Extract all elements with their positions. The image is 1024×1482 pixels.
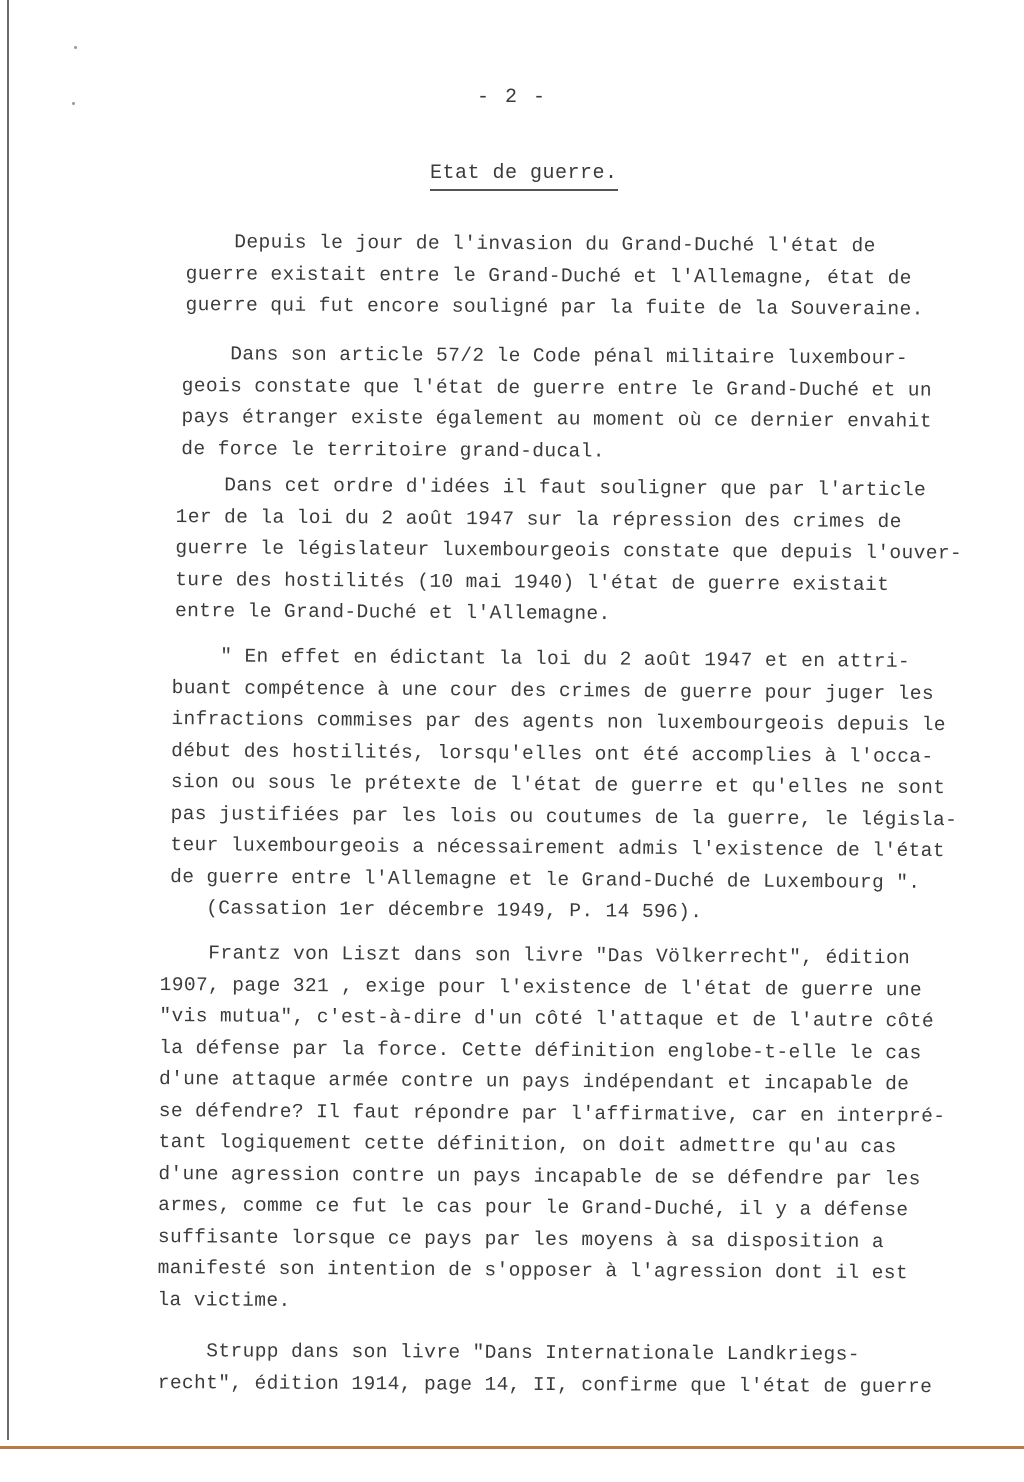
- text-line: buant compétence à une cour des crimes de guerre pour juger les: [171, 676, 935, 705]
- text-line: ture des hostilités (10 mai 1940) l'état de guerre existait: [175, 568, 890, 596]
- paragraph: [158, 1336, 1018, 1404]
- text-line: d'une agression contre un pays incapable de se défendre par les: [158, 1162, 921, 1190]
- section-heading: Etat de guerre.: [430, 162, 618, 191]
- text-line: armes, comme ce fut le cas pour le Grand-Duché, il y a défense: [158, 1193, 909, 1222]
- text-line: Dans son article 57/2 le Code pénal militaire luxembour-: [181, 342, 909, 370]
- text-line: guerre qui fut encore souligné par la fuite de la Souveraine.: [185, 293, 924, 321]
- text-line: de guerre entre l'Allemagne et le Grand-Duché de Luxembourg ".: [170, 865, 921, 894]
- text-line: infractions commises par des agents non luxembourgeois depuis le: [171, 707, 946, 737]
- text-line: début des hostilités, lorsqu'elles ont été accomplies à l'occa-: [171, 739, 934, 768]
- text-line: "vis mutua", c'est-à-dire d'un côté l'attaque et de l'autre côté: [159, 1004, 935, 1033]
- text-line: recht", édition 1914, page 14, II, confirme que l'état de guerre: [157, 1371, 933, 1398]
- binder-hole-mark: [74, 46, 77, 49]
- text-line: guerre le législateur luxembourgeois constate que depuis l'ouver-: [175, 536, 963, 565]
- text-line: Depuis le jour de l'invasion du Grand-Duché l'état de: [185, 230, 876, 258]
- paragraph: [170, 641, 1024, 931]
- text-line: pays étranger existe également au moment où ce dernier envahit: [181, 405, 932, 433]
- text-line: 1er de la loi du 2 août 1947 sur la répression des crimes de: [175, 505, 902, 533]
- text-line: se défendre? Il faut répondre par l'affirmative, car en interpré-: [158, 1099, 946, 1127]
- paragraph: [175, 470, 1024, 634]
- left-margin-line: [7, 0, 9, 1440]
- text-line: 1907, page 321 , exige pour l'existence de l'état de guerre une: [159, 973, 923, 1001]
- page-number: - 2 -: [476, 86, 547, 109]
- text-line: geois constate que l'état de guerre entre le Grand-Duché et un: [181, 374, 933, 402]
- text-line: guerre existait entre le Grand-Duché et l'Allemagne, état de: [185, 262, 912, 289]
- text-line: (Cassation 1er décembre 1949, P. 14 596).: [169, 896, 703, 924]
- text-line: pas justifiées par les lois ou coutumes de la guerre, le législa-: [170, 802, 958, 831]
- text-line: tant logiquement cette définition, on doit admettre qu'au cas: [158, 1130, 897, 1159]
- text-line: entre le Grand-Duché et l'Allemagne.: [174, 599, 611, 626]
- text-line: Frantz von Liszt dans son livre "Das Völkerrecht", édition: [159, 941, 911, 970]
- text-line: suffisante lorsque ce pays par les moyens à sa disposition a: [157, 1225, 885, 1253]
- text-line: la victime.: [157, 1288, 291, 1312]
- bottom-edge-line: [0, 1446, 1024, 1449]
- text-line: teur luxembourgeois a nécessairement admis l'existence de l'état: [170, 833, 945, 863]
- text-line: de force le territoire grand-ducal.: [181, 437, 605, 463]
- paragraph: [185, 227, 1024, 327]
- text-line: sion ou sous le prétexte de l'état de guerre et qu'elles ne sont: [170, 770, 946, 800]
- text-line: manifesté son intention de s'opposer à l'agression dont il est: [157, 1256, 909, 1285]
- text-line: la défense par la force. Cette définition englobe-t-elle le cas: [159, 1036, 922, 1064]
- text-line: Strupp dans son livre "Dans Internationale Landkriegs-: [157, 1340, 860, 1366]
- paragraph: [157, 938, 1020, 1322]
- text-line: Dans cet ordre d'idées il faut souligner que par l'article: [175, 473, 927, 502]
- paragraph: [181, 339, 1024, 470]
- text-line: " En effet en édictant la loi du 2 août 1947 et en attri-: [171, 644, 911, 673]
- text-line: d'une attaque armée contre un pays indépendant et incapable de: [158, 1067, 910, 1096]
